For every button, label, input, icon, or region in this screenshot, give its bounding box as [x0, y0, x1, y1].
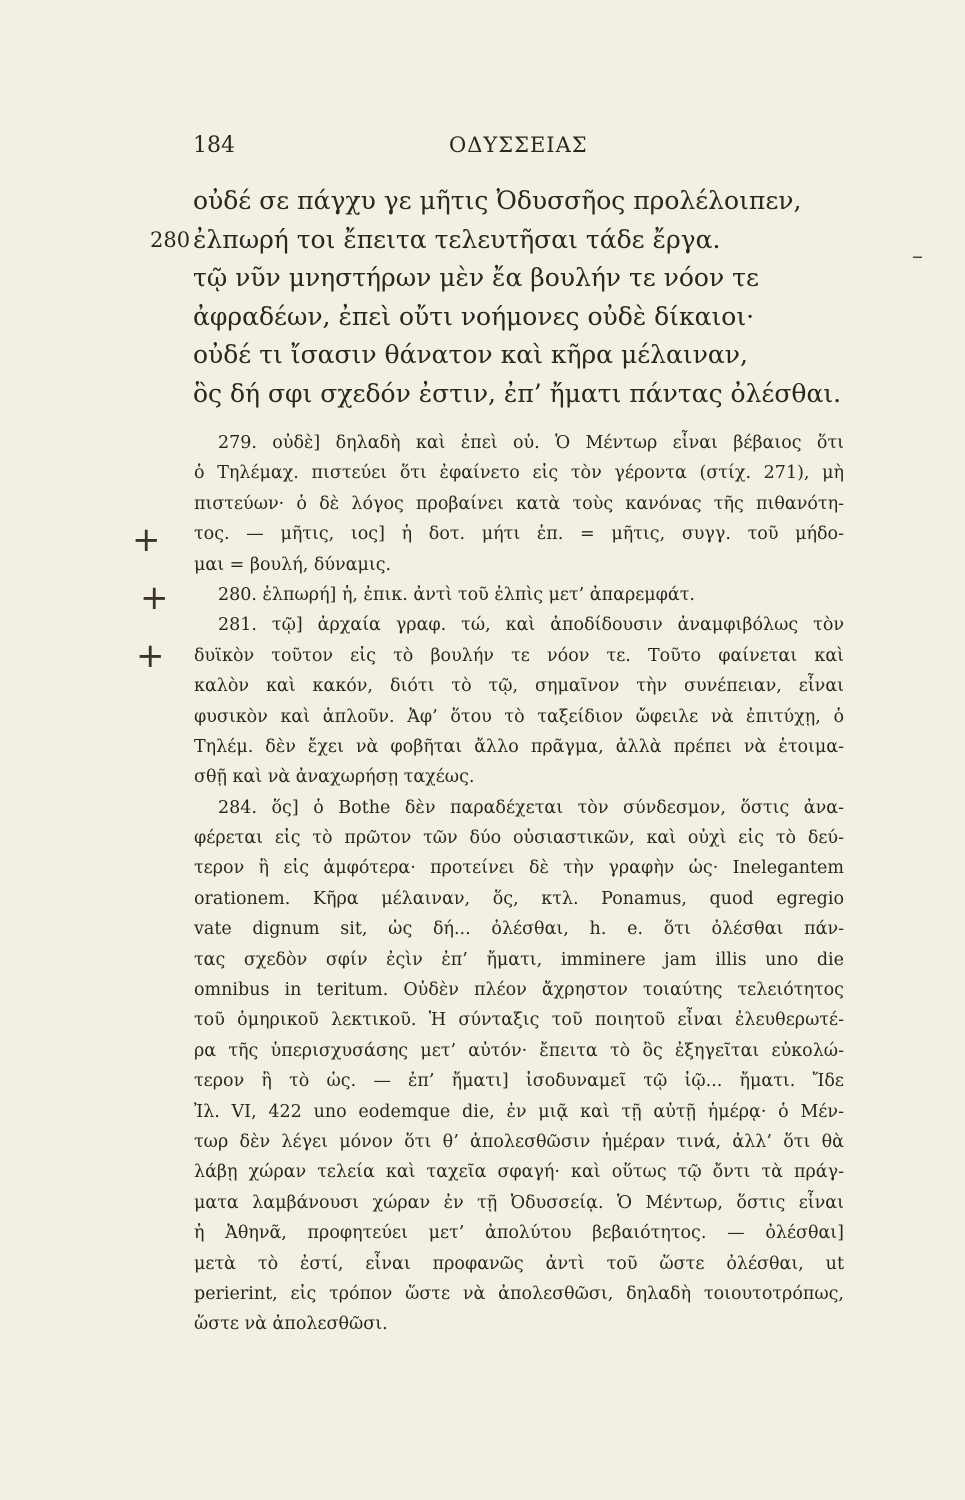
commentary-line: perierint, εἰς τρόπον ὥστε νὰ ἀπολεσθῶσι, δηλαδὴ τοιουτοτρόπως,: [194, 1283, 844, 1304]
commentary-line: Ἰλ. VI, 422 uno eodemque die, ἐν μιᾷ καὶ τῇ αὐτῇ ἡμέρᾳ· ὁ Μέν-: [194, 1101, 844, 1122]
verse-line: [150, 182, 840, 221]
verse-line: [150, 259, 840, 298]
commentary-line: 281. τῷ] ἀρχαία γραφ. τώ, καὶ ἀποδίδουσιν ἀναμφιβόλως τὸν: [218, 615, 844, 636]
verse-line: [150, 298, 840, 337]
commentary-line: ρα τῆς ὑπερισχυσάσης μετ’ αὐτόν· ἔπειτα τὸ ὃς ἐξηγεῖται εὐκολώ-: [194, 1040, 844, 1061]
verse-text: ἀφραδέων, ἐπεὶ οὔτι νοήμονες οὐδὲ δίκαιοι·: [193, 301, 755, 331]
edge-mark: –: [912, 244, 923, 269]
commentary-line: τερον ἢ εἰς ἀμφότερα· προτείνει δὲ τὴν γραφὴν ὡς· Inelegantem: [194, 858, 844, 879]
handwritten-plus-mark: +: [136, 636, 165, 676]
commentary-line: τοῦ ὁμηρικοῦ λεκτικοῦ. Ἡ σύνταξις τοῦ ποιητοῦ εἶναι ἐλευθερωτέ-: [194, 1010, 844, 1031]
margin-annotations: [132, 520, 190, 700]
commentary-line: φέρεται εἰς τὸ πρῶτον τῶν δύο οὐσιαστικῶν, καὶ οὐχὶ εἰς τὸ δεύ-: [194, 828, 844, 849]
commentary-line: ὁ Τηλέμαχ. πιστεύει ὅτι ἐφαίνετο εἰς τὸν γέροντα (στίχ. 271), μὴ: [194, 463, 844, 484]
commentary-line: λάβῃ χώραν τελεία καὶ ταχεῖα σφαγή· καὶ οὕτως τῷ ὄντι τὰ πράγ-: [194, 1162, 844, 1183]
page-number: 184: [193, 133, 235, 158]
page-header: [193, 133, 843, 169]
commentary-line: omnibus in teritum. Οὐδὲν πλέον ἄχρηστον τοιαύτης τελειότητος: [194, 980, 844, 1001]
verse-line: [150, 336, 840, 375]
commentary-line: τας σχεδὸν σφίν ἐςὶν ἐπ’ ἤματι, imminere jam illis uno die: [194, 949, 844, 970]
commentary-line: vate dignum sit, ὡς δή... ὀλέσθαι, h. e. ὅτι ὀλέσθαι πάν-: [194, 919, 844, 940]
commentary-line: orationem. Κῆρα μέλαιναν, ὅς, κτλ. Ponamus, quod egregio: [194, 888, 844, 909]
commentary-line: 279. οὐδὲ] δηλαδὴ καὶ ἐπεὶ οὐ. Ὁ Μέντωρ εἶναι βέβαιος ὅτι: [218, 433, 844, 453]
commentary-line: καλὸν καὶ κακόν, διότι τὸ τῷ, σημαῖνον τὴν συνέπειαν, εἶναι: [194, 676, 844, 697]
commentary-line: φυσικὸν καὶ ἁπλοῦν. Ἀφ’ ὅτου τὸ ταξείδιον ὤφειλε νὰ ἐπιτύχῃ, ὁ: [194, 706, 844, 727]
commentary-line: σθῇ καὶ νὰ ἀναχωρήσῃ ταχέως.: [194, 767, 475, 788]
running-title: ΟΔΥΣΣΕΙΑΣ: [449, 133, 588, 157]
commentary-line: 284. ὅς] ὁ Bothe δὲν παραδέχεται τὸν σύνδεσμον, ὅστις ἀνα-: [218, 797, 844, 818]
verse-text: ἐλπωρή τοι ἔπειτα τελευτῆσαι τάδε ἔργα.: [193, 224, 721, 254]
commentary-line: μαι = βουλή, δύναμις.: [194, 554, 392, 575]
commentary-line: Τηλέμ. δὲν ἔχει νὰ φοβῆται ἄλλο πρᾶγμα, ἀλλὰ πρέπει νὰ ἑτοιμα-: [194, 736, 844, 757]
verse-text: τῷ νῦν μνηστήρων μὲν ἔα βουλήν τε νόον τε: [193, 263, 759, 292]
verse-line-number: 280: [150, 227, 191, 252]
handwritten-plus-mark: +: [132, 520, 161, 560]
verse-text: οὐδέ τι ἴσασιν θάνατον καὶ κῆρα μέλαιναν,: [193, 340, 748, 369]
commentary-line: ἡ Ἀθηνᾶ, προφητεύει μετ’ ἀπολύτου βεβαιότητος. — ὀλέσθαι]: [194, 1223, 844, 1244]
commentary: [194, 428, 844, 1340]
verse-text: ὃς δή σφι σχεδόν ἐστιν, ἐπ’ ἤματι πάντας ὀλέσθαι.: [193, 378, 842, 408]
handwritten-plus-mark: +: [140, 578, 169, 618]
commentary-line: δυϊκὸν τοῦτον εἰς τὸ βουλήν τε νόον τε. Τοῦτο φαίνεται καὶ: [194, 645, 844, 666]
commentary-line: πιστεύων· ὁ δὲ λόγος προβαίνει κατὰ τοὺς κανόνας τῆς πιθανότη-: [194, 493, 844, 514]
verse-line: [150, 221, 840, 260]
verse-line: [150, 375, 840, 414]
commentary-line: τος. — μῆτις, ιος] ἡ δοτ. μήτι ἐπ. = μῆτις, συγγ. τοῦ μήδο-: [194, 524, 844, 545]
commentary-line: ὥστε νὰ ἀπολεσθῶσι.: [194, 1314, 388, 1335]
verse-block: [150, 182, 840, 413]
commentary-line: τερον ἢ τὸ ὡς. — ἐπ’ ἤματι] ἰσοδυναμεῖ τῷ ἰῷ... ἤματι. Ἴδε: [194, 1071, 844, 1092]
verse-text: οὐδέ σε πάγχυ γε μῆτις Ὀδυσσῆος προλέλοιπεν,: [193, 186, 802, 215]
commentary-line: 280. ἐλπωρή] ἡ, ἐπικ. ἀντὶ τοῦ ἐλπὶς μετ’ ἀπαρεμφάτ.: [218, 584, 695, 605]
commentary-line: ματα λαμβάνουσι χώραν ἐν τῇ Ὀδυσσείᾳ. Ὁ Μέντωρ, ὅστις εἶναι: [194, 1192, 844, 1213]
commentary-line: τωρ δὲν λέγει μόνον ὅτι θ’ ἀπολεσθῶσιν ἡμέραν τινά, ἀλλ’ ὅτι θὰ: [194, 1131, 844, 1152]
commentary-line: μετὰ τὸ ἐστί, εἶναι προφανῶς ἀντὶ τοῦ ὥστε ὀλέσθαι, ut: [194, 1253, 844, 1274]
